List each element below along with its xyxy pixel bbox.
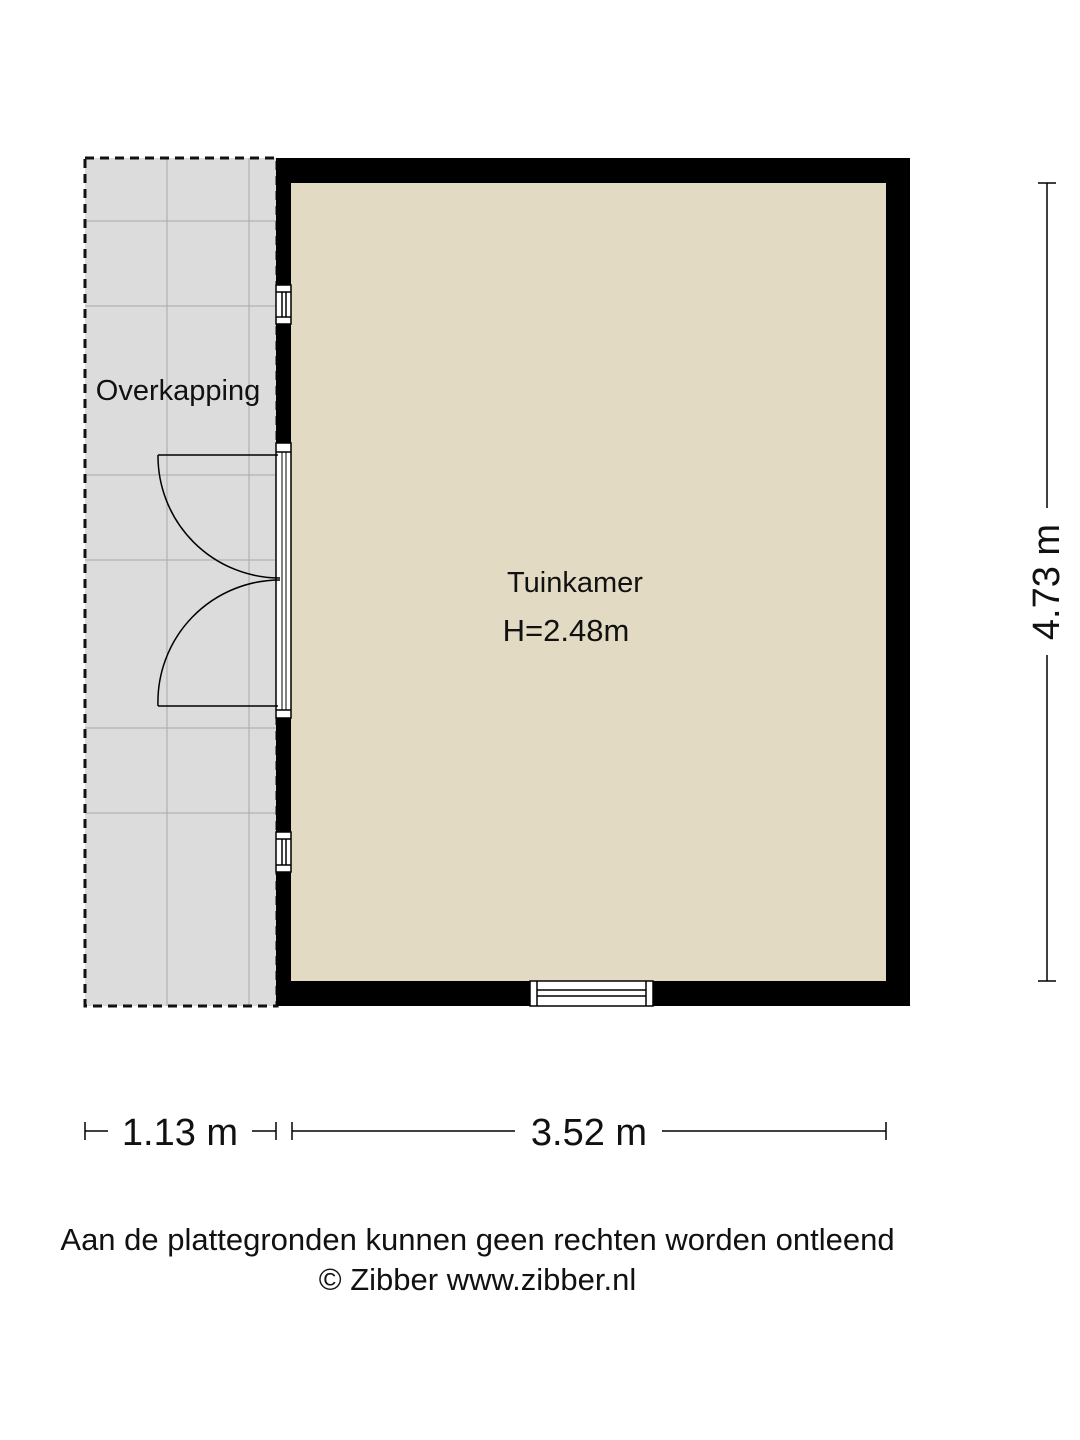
dimension-width-right-label: 3.52 m	[530, 1112, 648, 1154]
room-height-label: H=2.48m	[502, 613, 630, 648]
window-left-upper	[276, 285, 291, 324]
wall-bottom-left	[276, 981, 530, 1006]
disclaimer-text: Aan de plattegronden kunnen geen rechten worden ontleend	[60, 1222, 895, 1257]
wall-top	[276, 158, 910, 183]
wall-bottom-right	[653, 981, 910, 1006]
wall-left-1	[276, 158, 291, 285]
wall-left-2	[276, 324, 291, 443]
covered-area-label: Overkapping	[95, 375, 261, 407]
wall-left-4	[276, 872, 291, 1006]
wall-right	[886, 158, 910, 1006]
room-name-label: Tuinkamer	[507, 567, 643, 599]
wall-left-3	[276, 718, 291, 832]
window-left-lower	[276, 832, 291, 872]
window-bottom	[530, 981, 653, 1006]
dimension-width-left-label: 1.13 m	[121, 1112, 239, 1154]
copyright-text: © Zibber www.zibber.nl	[318, 1262, 637, 1297]
dimension-height-label: 4.73 m	[1026, 523, 1068, 641]
covered-area	[85, 158, 277, 1006]
